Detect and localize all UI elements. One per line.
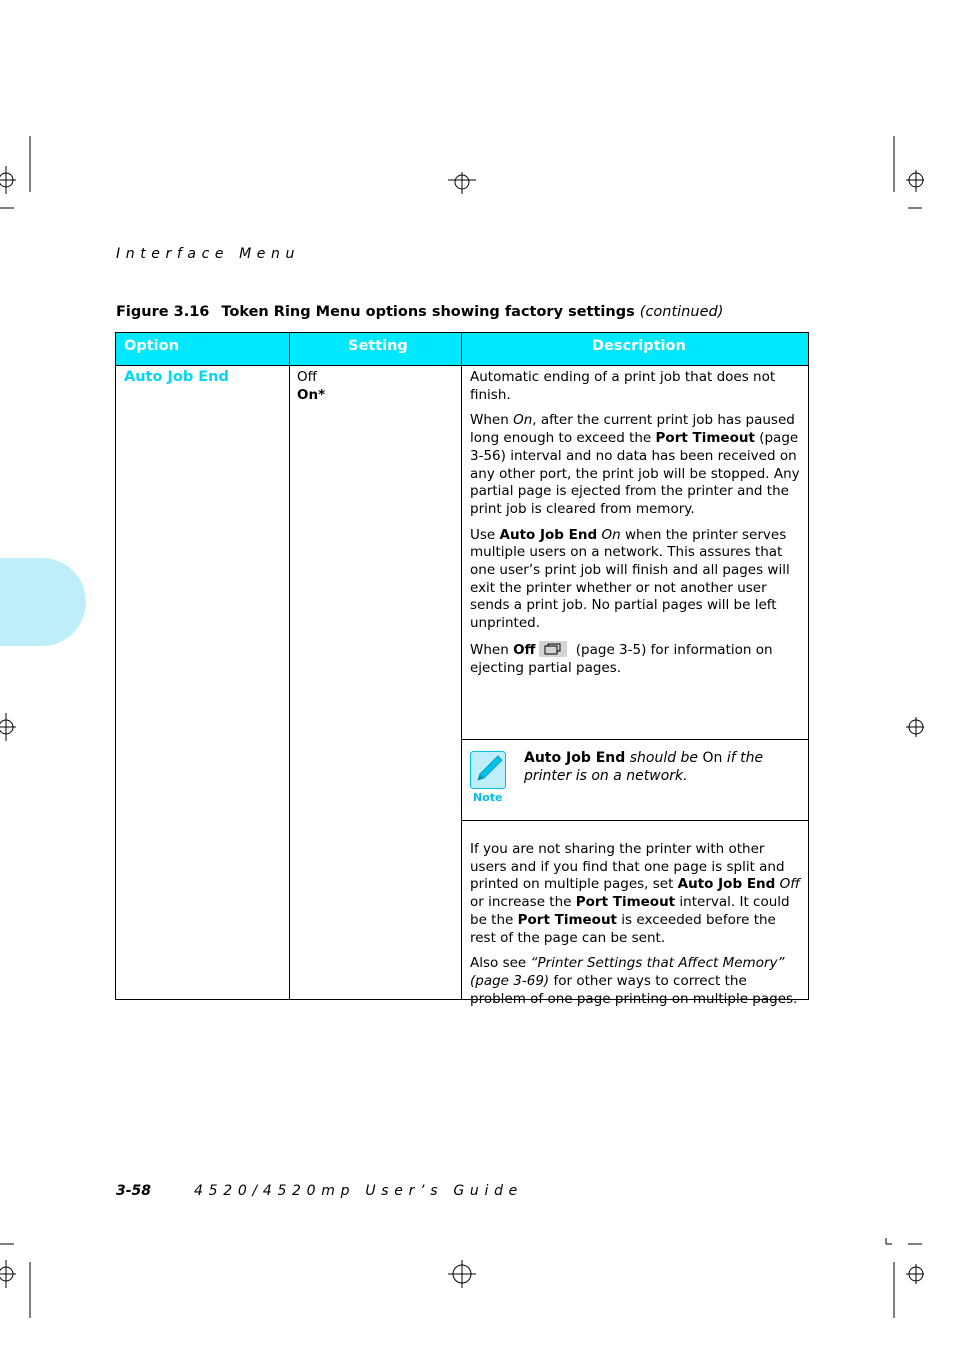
note-divider-bottom xyxy=(462,820,808,821)
form-feed-key-icon xyxy=(539,641,567,657)
page-number: 3-58 xyxy=(116,1183,152,1199)
header-setting: Setting xyxy=(348,338,408,354)
column-divider xyxy=(289,333,290,999)
table-header-row xyxy=(116,333,808,366)
setting-off: Off xyxy=(297,369,317,385)
note-text: Auto Job End should be On if the printer is on a network. xyxy=(524,750,764,784)
header-option: Option xyxy=(124,338,179,354)
figure-title: Token Ring Menu options showing factory settings xyxy=(221,304,635,320)
desc-paragraph: When Off (page 3-5) for information on ejecting partial pages. xyxy=(470,641,773,676)
figure-number: Figure 3.16 xyxy=(116,304,210,320)
figure-continued: (continued) xyxy=(639,304,724,320)
pencil-note-icon xyxy=(470,751,506,789)
note-divider-top xyxy=(462,739,808,740)
desc-paragraph: If you are not sharing the printer with other users and if you find that one page is split and printed on multiple pages, set Auto Job End Off or increase the Port Timeout interval. It could be the Port Timeout is exceeded before the rest of the page can be sent. xyxy=(470,841,800,946)
desc-paragraph: Use Auto Job End On when the printer serves multiple users on a network. This assures that one user’s print job will finish and all pages will exit the printer whether or not another user sends a print job. No partial pages will be left unprinted. xyxy=(470,526,790,632)
column-divider xyxy=(461,333,462,999)
running-header: Interface Menu xyxy=(116,246,300,262)
setting-values xyxy=(297,369,325,404)
desc-paragraph: Automatic ending of a print job that does not finish. xyxy=(470,369,776,403)
chapter-tab xyxy=(0,558,86,646)
note-label: Note xyxy=(473,791,503,804)
figure-caption xyxy=(116,304,723,320)
footer-title: 4520/4520mp User’s Guide xyxy=(194,1183,523,1199)
description-block xyxy=(470,369,802,685)
option-name: Auto Job End xyxy=(124,369,229,385)
setting-on-default: On* xyxy=(297,386,326,403)
desc-paragraph: Also see “Printer Settings that Affect Memory” (page 3-69) for other ways to correct the problem of one page printing on multiple pages. xyxy=(470,955,798,1007)
header-description: Description xyxy=(592,338,686,354)
desc-paragraph: When On, after the current print job has paused long enough to exceed the Port Timeout (page 3-56) interval and no data has been received on any other port, the print job will be stopped. Any partial page is ejected from the printer and the print job is cleared from memory. xyxy=(470,412,800,517)
description-block-continued xyxy=(470,841,802,1016)
options-table xyxy=(115,332,809,1007)
